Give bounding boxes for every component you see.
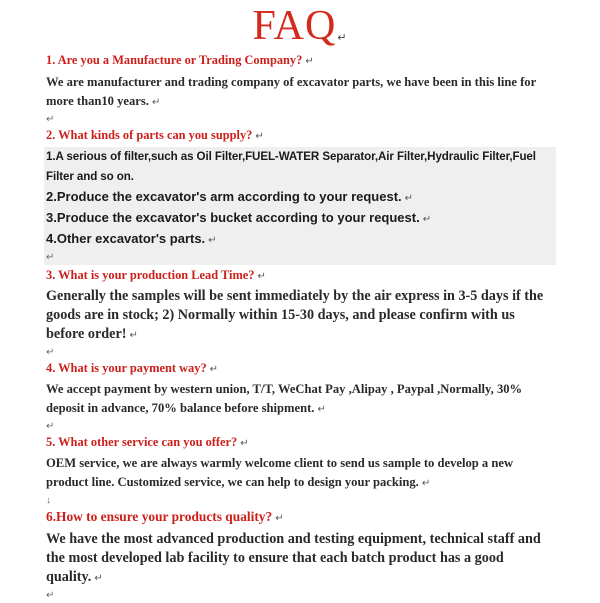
answer-4 bbox=[46, 380, 556, 419]
page-title bbox=[0, 2, 600, 50]
paragraph-mark-icon: ↵ bbox=[240, 438, 249, 449]
faq-document bbox=[46, 52, 556, 603]
paragraph-mark-icon: ↵ bbox=[94, 573, 103, 584]
blank-line bbox=[46, 493, 556, 508]
paragraph-mark-icon: ↵ bbox=[46, 590, 55, 601]
answer-6 bbox=[46, 530, 556, 588]
answer-3 bbox=[46, 287, 556, 345]
paragraph-mark-icon: ↵ bbox=[421, 478, 431, 489]
title-text: FAQ bbox=[252, 3, 337, 49]
question-3-text: 3. What is your production Lead Time? bbox=[46, 268, 255, 282]
paragraph-mark-icon: ↵ bbox=[208, 235, 217, 246]
paragraph-mark-icon: ↵ bbox=[209, 364, 219, 375]
question-1-text: 1. Are you a Manufacture or Trading Company? bbox=[46, 53, 303, 67]
answer-6-text: We have the most advanced production and testing equipment, technical staff and the most developed lab facility to ensure that each batch product has a good quality. bbox=[46, 531, 541, 585]
question-4 bbox=[46, 360, 556, 378]
answer-2-line-1 bbox=[46, 147, 556, 187]
blank-line bbox=[46, 419, 556, 434]
paragraph-mark-icon: ↵ bbox=[46, 252, 55, 263]
paragraph-mark-icon: ↵ bbox=[129, 330, 138, 341]
paragraph-mark-icon: ↵ bbox=[422, 214, 432, 225]
answer-2-line-3 bbox=[46, 208, 556, 229]
question-3 bbox=[46, 267, 556, 285]
answer-1 bbox=[46, 73, 556, 112]
answer-2-line-3-text: 3.Produce the excavator's bucket according to your request. bbox=[46, 210, 420, 225]
answer-2-block bbox=[44, 147, 556, 265]
answer-1-text: We are manufacturer and trading company of excavator parts, we have been in this line for more than10 years. bbox=[46, 75, 536, 108]
answer-3-text: Generally the samples will be sent immediately by the air express in 3-5 days if the goods are in stock; 2) Normally within 15-30 days, and please confirm with us before order! bbox=[46, 288, 544, 342]
question-6-text: 6.How to ensure your products quality? bbox=[46, 509, 273, 524]
paragraph-mark-icon: ↵ bbox=[46, 421, 55, 432]
paragraph-mark-icon: ↵ bbox=[317, 404, 326, 415]
paragraph-mark-icon: ↵ bbox=[46, 114, 55, 125]
answer-2-line-4 bbox=[46, 229, 556, 250]
question-2-text: 2. What kinds of parts can you supply? bbox=[46, 128, 253, 142]
blank-line bbox=[46, 250, 556, 265]
question-6 bbox=[46, 508, 556, 528]
answer-5-text: OEM service, we are always warmly welcome client to send us sample to develop a new product line. Customized service, we can help to design your packing. bbox=[46, 456, 514, 489]
answer-5 bbox=[46, 454, 556, 493]
paragraph-mark-icon: ↵ bbox=[46, 347, 55, 358]
answer-2-line-1-text: 1.A serious of filter,such as Oil Filter,FUEL-WATER Separator,Air Filter,Hydraulic Filter,Fuel Filter and so on. bbox=[46, 150, 536, 183]
blank-line bbox=[46, 112, 556, 127]
paragraph-mark-icon: ↵ bbox=[305, 56, 314, 67]
paragraph-mark-icon: ↵ bbox=[151, 97, 161, 108]
blank-line bbox=[46, 345, 556, 360]
line-break-arrow-icon: ↓ bbox=[46, 495, 51, 506]
question-2 bbox=[46, 127, 556, 145]
paragraph-mark-icon: ↵ bbox=[337, 32, 348, 44]
question-4-text: 4. What is your payment way? bbox=[46, 361, 207, 375]
answer-2-line-4-text: 4.Other excavator's parts. bbox=[46, 231, 206, 246]
answer-2-line-2 bbox=[46, 187, 556, 208]
question-5 bbox=[46, 434, 556, 452]
paragraph-mark-icon: ↵ bbox=[257, 271, 266, 282]
answer-2-line-2-text: 2.Produce the excavator's arm according to your request. bbox=[46, 189, 402, 204]
paragraph-mark-icon: ↵ bbox=[275, 513, 284, 524]
blank-line bbox=[46, 588, 556, 603]
answer-4-text: We accept payment by western union, T/T, WeChat Pay ,Alipay , Paypal ,Normally, 30% deposit in advance, 70% balance before shipment. bbox=[46, 382, 523, 415]
paragraph-mark-icon: ↵ bbox=[255, 131, 264, 142]
question-5-text: 5. What other service can you offer? bbox=[46, 435, 238, 449]
paragraph-mark-icon: ↵ bbox=[404, 193, 414, 204]
question-1 bbox=[46, 52, 556, 70]
